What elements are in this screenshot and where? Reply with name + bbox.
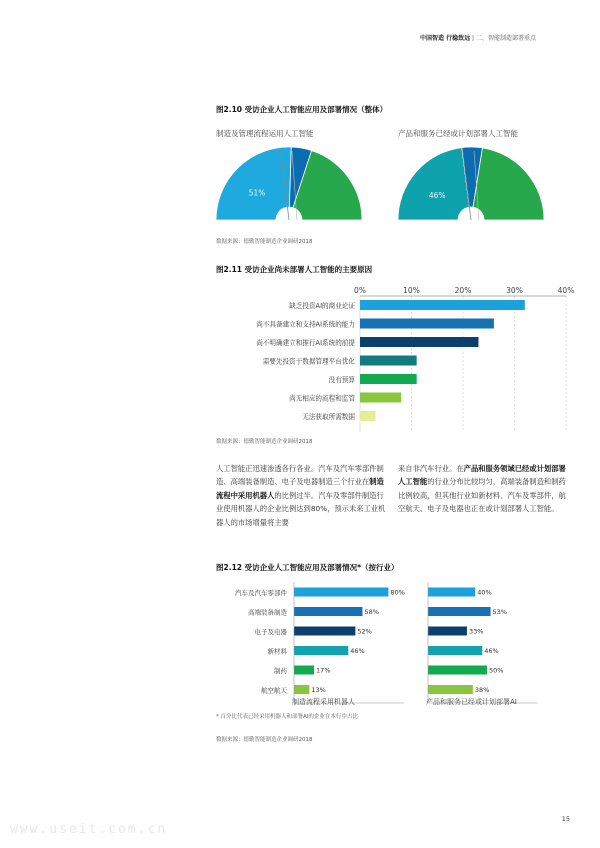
fig212-right-value: 33% bbox=[468, 627, 484, 636]
fig211-tick-label: 0% bbox=[354, 286, 366, 295]
para-right-bold: 产品和服务领域已经或计划部署人工智能 bbox=[398, 464, 566, 487]
fig212-right-value: 40% bbox=[477, 588, 492, 597]
fig211-chart bbox=[214, 282, 586, 434]
fig212-left-value: 17% bbox=[316, 666, 331, 675]
fig211-category-label: 没有预算 bbox=[328, 376, 355, 384]
fig211-tick-label: 20% bbox=[454, 286, 472, 295]
fig211-tick-label: 30% bbox=[506, 286, 523, 295]
gauge-right-slice-label-0: 46% bbox=[428, 191, 446, 201]
para-right-text-1: 来自非汽车行业。在 bbox=[398, 464, 464, 473]
fig212-title: 图2.12 受访企业人工智能应用及部署情况*（按行业） bbox=[216, 563, 399, 572]
fig212-right-axis-label: 产品和服务已经或计划部署AI bbox=[426, 698, 517, 706]
fig211-bar bbox=[360, 411, 375, 421]
fig211-category-label: 尚不具备建立和支持AI系统的能力 bbox=[256, 320, 355, 329]
fig212-footnote: * 百分比代表已经采用机器人和部署AI的企业在本行中占比 bbox=[216, 714, 358, 720]
fig211-bar bbox=[360, 300, 525, 310]
fig211-bar bbox=[360, 356, 417, 366]
fig212-right-value: 53% bbox=[492, 608, 507, 616]
fig212-left-bar bbox=[294, 685, 309, 694]
gauge-right-slice-2 bbox=[473, 148, 544, 220]
body-paragraph-right bbox=[398, 462, 568, 516]
fig211-category-label: 尚不明确建立和推行AI系统的前提 bbox=[256, 339, 355, 347]
fig212-left-axis-label: 制造流程采用机器人 bbox=[292, 698, 355, 706]
fig210-left-gauge bbox=[214, 140, 364, 220]
fig211-source: 数据来源：德勤智能制造企业调研2018 bbox=[216, 439, 313, 445]
header-section: 二、智能制造部署重点 bbox=[475, 35, 536, 42]
page-number: 15 bbox=[561, 815, 570, 823]
fig211-category-label: 尚无相应的流程和监管 bbox=[289, 394, 355, 403]
fig212-left-bar bbox=[294, 646, 348, 655]
fig210-title: 图2.10 受访企业人工智能应用及部署情况（整体） bbox=[216, 105, 388, 114]
header-title: 中国智造 行稳致远 bbox=[420, 35, 471, 42]
fig212-category-label: 高端装备制造 bbox=[248, 608, 287, 617]
fig212-left-bar bbox=[294, 627, 355, 636]
fig210-right-label: 产品和服务已经或计划部署人工智能 bbox=[398, 129, 518, 138]
fig210-left-label: 制造及管理流程运用人工智能 bbox=[216, 129, 314, 138]
fig212-category-label: 汽车及汽车零部件 bbox=[235, 589, 287, 597]
para-right-text-2: 的行业分布比较均匀，高端装备制造和制药比例较高，但其他行业如新材料、汽车及零部件，航空航天、电子及电器也正在或计划部署人工智能。 bbox=[398, 477, 566, 514]
fig212-category-label: 新材料 bbox=[267, 647, 287, 656]
para-left-text-1: 人工智能正迅速渗透各行各业。汽车及汽车零部件制造、高端装备制造、电子及电器制造三个行业在 bbox=[216, 464, 384, 487]
fig212-category-label: 制药 bbox=[274, 667, 287, 675]
fig211-category-label: 无法获取所需数据 bbox=[302, 413, 355, 421]
fig212-left-bar bbox=[294, 588, 388, 597]
fig212-left-bar bbox=[294, 666, 314, 675]
fig211-bar bbox=[360, 393, 401, 403]
fig212-left-value: 13% bbox=[311, 686, 326, 694]
fig211-category-label: 缺乏投资AI的商业论证 bbox=[289, 302, 355, 310]
fig212-source: 数据来源：德勤智能制造企业调研2018 bbox=[216, 737, 313, 743]
fig212-right-value: 50% bbox=[489, 666, 504, 675]
fig211-bar bbox=[360, 337, 478, 347]
gauge-left-slice-label-0: 51% bbox=[248, 188, 266, 198]
fig212-right-bar bbox=[428, 685, 473, 694]
body-paragraph-left bbox=[216, 462, 386, 529]
fig211-title: 图2.11 受访企业尚未部署人工智能的主要原因 bbox=[216, 265, 373, 274]
fig212-chart bbox=[214, 582, 586, 708]
fig212-left-value: 58% bbox=[364, 608, 379, 616]
fig212-left-value: 80% bbox=[390, 588, 405, 597]
fig211-bar bbox=[360, 374, 417, 384]
fig212-right-bar bbox=[428, 666, 487, 675]
fig212-right-bar bbox=[428, 588, 475, 597]
fig211-category-label: 需要先投资于数据管理平台优化 bbox=[262, 357, 355, 366]
fig212-category-label: 电子及电器 bbox=[254, 628, 287, 636]
fig212-right-value: 38% bbox=[474, 686, 490, 694]
fig212-right-value: 46% bbox=[484, 647, 499, 655]
fig212-right-bar bbox=[428, 646, 482, 655]
gauge-left-slice-0 bbox=[216, 147, 291, 220]
fig212-left-bar bbox=[294, 607, 362, 616]
para-left-text-2: 的比例过半。汽车及零部件制造行业使用机器人的企业比例达到80%，预示未来工业机器人的市场增量将主要 bbox=[216, 490, 386, 527]
para-left-bold: 制造流程中采用机器人 bbox=[216, 477, 384, 500]
watermark: www.useit.com.cn bbox=[10, 822, 168, 837]
running-header bbox=[420, 33, 536, 42]
fig211-tick-label: 40% bbox=[557, 286, 575, 295]
fig210-right-gauge bbox=[396, 140, 546, 220]
fig211-tick-label: 10% bbox=[403, 286, 420, 295]
fig211-bar bbox=[360, 319, 494, 329]
fig212-right-bar bbox=[428, 607, 491, 616]
fig212-left-value: 46% bbox=[350, 647, 365, 655]
fig212-right-bar bbox=[428, 627, 467, 636]
fig212-left-value: 52% bbox=[357, 627, 372, 636]
fig210-source: 数据来源：德勤智能制造企业调研2018 bbox=[216, 239, 313, 245]
header-separator: | bbox=[472, 35, 475, 42]
fig212-category-label: 航空航天 bbox=[261, 686, 287, 695]
gauge-right-slice-0 bbox=[398, 148, 469, 220]
